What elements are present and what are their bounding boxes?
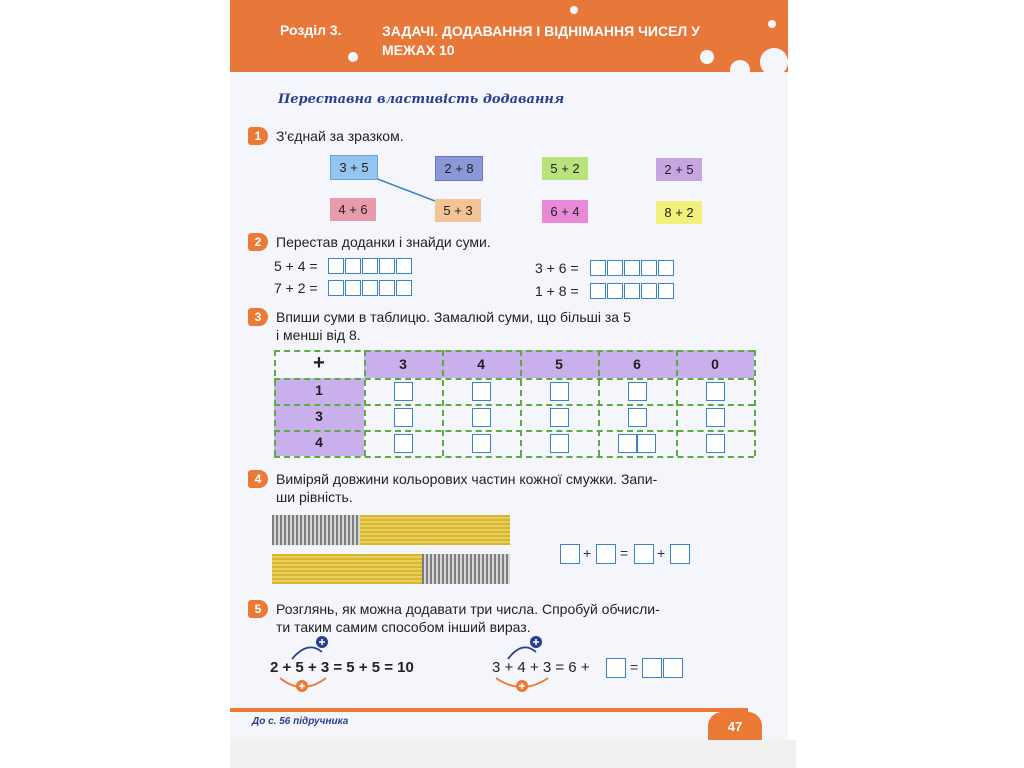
- plus-sign: +: [657, 545, 666, 561]
- answer-box[interactable]: [560, 544, 580, 564]
- topic-subtitle: Переставна властивість додавання: [278, 92, 565, 107]
- task-1-text: З'єднай за зразком.: [276, 128, 404, 144]
- answer-box[interactable]: [596, 544, 616, 564]
- grid-line: [442, 350, 444, 456]
- answer-cell[interactable]: [706, 382, 725, 401]
- answer-cell[interactable]: [472, 408, 491, 427]
- grid-line: [274, 350, 276, 456]
- grid-line: [274, 378, 754, 380]
- expr-card[interactable]: 3 + 5: [330, 155, 378, 180]
- task-4-text-line2: ши рівність.: [276, 489, 353, 505]
- expr-card[interactable]: 6 + 4: [542, 200, 588, 223]
- answer-cell[interactable]: [550, 434, 569, 453]
- answer-cell[interactable]: [618, 434, 637, 453]
- task-3-text-line2: і менші від 8.: [276, 327, 361, 343]
- grid-line: [754, 350, 756, 456]
- task-number-3: 3: [248, 308, 268, 326]
- answer-cell[interactable]: [550, 382, 569, 401]
- sum-expression: 5 + 4 =: [274, 258, 318, 274]
- table-row-header: 4: [315, 434, 323, 450]
- sum-expression: 3 + 6 =: [535, 260, 579, 276]
- table-row-header: 1: [315, 382, 323, 398]
- equals-sign: =: [630, 659, 639, 675]
- expr-card[interactable]: 5 + 3: [435, 199, 481, 222]
- expr-card[interactable]: 2 + 8: [435, 156, 483, 181]
- table-row-header: 3: [315, 408, 323, 424]
- expr-card[interactable]: 4 + 6: [330, 198, 376, 221]
- page-number: 47: [708, 712, 762, 740]
- answer-cell[interactable]: [472, 434, 491, 453]
- table-col-header: 4: [477, 356, 485, 372]
- task-number-1: 1: [248, 127, 268, 145]
- chapter-title: ЗАДАЧІ. ДОДАВАННЯ І ВІДНІМАННЯ ЧИСЕЛ У МЕЖАХ 10: [382, 23, 700, 58]
- exercise-expression: 3 + 4 + 3 = 6 +: [492, 659, 590, 676]
- equals-sign: =: [620, 545, 629, 561]
- measure-strip-gold: [360, 515, 510, 545]
- answer-box[interactable]: [606, 658, 626, 678]
- grid-line: [676, 350, 678, 456]
- answer-box[interactable]: [634, 544, 654, 564]
- task-3-text-line1: Впиши суми в таблицю. Замалюй суми, що більші за 5: [276, 309, 631, 325]
- answer-cells[interactable]: [642, 658, 684, 678]
- connection-line: [230, 0, 788, 240]
- answer-cell[interactable]: [637, 434, 656, 453]
- table-corner: +: [313, 352, 325, 374]
- answer-cells[interactable]: [328, 280, 413, 296]
- workbook-page: [230, 0, 788, 740]
- answer-cell[interactable]: [394, 382, 413, 401]
- viewer-bottom-strip: [230, 740, 796, 768]
- measure-strip-gold: [272, 554, 422, 584]
- answer-cell[interactable]: [628, 408, 647, 427]
- grid-line: [598, 350, 600, 456]
- task-5-text-line2: ти таким самим способом інший вираз.: [276, 619, 531, 635]
- answer-cell[interactable]: [394, 408, 413, 427]
- measure-strip-gray: [272, 515, 360, 545]
- table-col-header: 0: [711, 356, 719, 372]
- grid-line: [274, 456, 754, 458]
- grid-line: [274, 350, 754, 352]
- expr-card[interactable]: 8 + 2: [656, 201, 702, 224]
- sum-expression: 1 + 8 =: [535, 283, 579, 299]
- example-expression: 2 + 5 + 3 = 5 + 5 = 10: [270, 659, 414, 676]
- answer-cell[interactable]: [394, 434, 413, 453]
- answer-box[interactable]: [670, 544, 690, 564]
- task-4-text-line1: Виміряй довжини кольорових частин кожної смужки. Запи-: [276, 471, 658, 487]
- task-number-2: 2: [248, 233, 268, 251]
- expr-card[interactable]: 2 + 5: [656, 158, 702, 181]
- answer-cell[interactable]: [550, 408, 569, 427]
- answer-cells[interactable]: [590, 260, 675, 276]
- answer-cell[interactable]: [706, 408, 725, 427]
- task-5-text-line1: Розглянь, як можна додавати три числа. Спробуй обчисли-: [276, 601, 660, 617]
- footer-divider: [230, 708, 748, 712]
- expr-card[interactable]: 5 + 2: [542, 157, 588, 180]
- task-number-4: 4: [248, 470, 268, 488]
- task-2-text: Перестав доданки і знайди суми.: [276, 234, 491, 250]
- answer-cells[interactable]: [590, 283, 675, 299]
- answer-cell[interactable]: [628, 382, 647, 401]
- textbook-reference: До с. 56 підручника: [252, 716, 349, 727]
- section-label: Розділ 3.: [280, 22, 342, 38]
- grid-line: [274, 404, 754, 406]
- grid-line: [364, 350, 366, 456]
- sum-expression: 7 + 2 =: [274, 280, 318, 296]
- answer-cells[interactable]: [328, 258, 413, 274]
- grid-line: [274, 430, 754, 432]
- table-col-header: 3: [399, 356, 407, 372]
- answer-cell[interactable]: [706, 434, 725, 453]
- table-col-header: 6: [633, 356, 641, 372]
- task-number-5: 5: [248, 600, 268, 618]
- grid-line: [520, 350, 522, 456]
- table-col-header: 5: [555, 356, 563, 372]
- answer-cell[interactable]: [472, 382, 491, 401]
- plus-sign: +: [583, 545, 592, 561]
- measure-strip-gray: [422, 554, 510, 584]
